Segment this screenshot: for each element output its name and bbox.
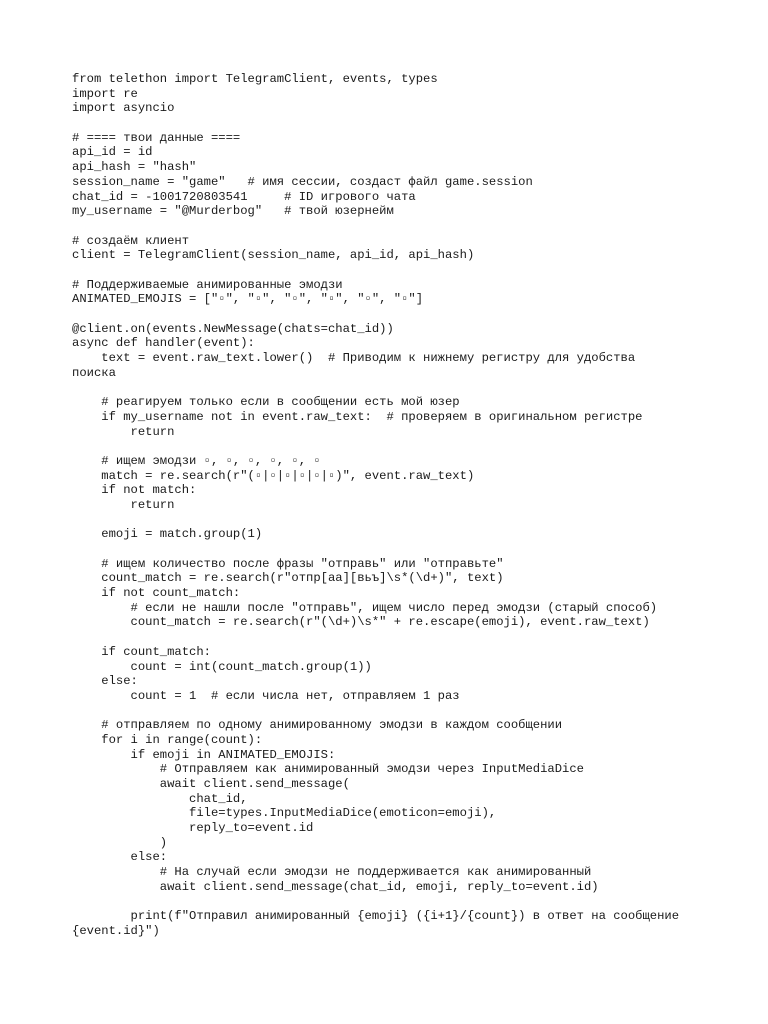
code-line: chat_id, [72,791,248,806]
code-line: reply_to=event.id [72,821,314,836]
code-line: import re [72,86,138,101]
blank-line [72,307,702,322]
code-line: session_name = "game" # имя сессии, создаст файл game.session [72,174,533,189]
code-line: ANIMATED_EMOJIS = ["▫", "▫", "▫", "▫", "▫", "▫"] [72,292,424,307]
code-line: # реагируем только если в сообщении есть мой юзер [72,395,460,410]
code-line: text = event.raw_text.lower() # Приводим к нижнему регистру для удобства [72,351,636,366]
code-line: count_match = re.search(r"отпр[аа][вьъ]\s*(\d+)", text) [72,571,504,586]
code-line: # Отправляем как анимированный эмодзи через InputMediaDice [72,762,584,777]
blank-line [72,439,702,454]
code-line: @client.on(events.NewMessage(chats=chat_id)) [72,321,394,336]
code-line: # ищем количество после фразы "отправь" или "отправьте" [72,556,504,571]
blank-line [72,513,702,528]
code-line: ) [72,835,168,850]
code-line: from telethon import TelegramClient, events, types [72,72,438,86]
code-line: if not match: [72,483,197,498]
code-line: async def handler(event): [72,336,255,351]
code-line: return [72,424,175,439]
code-line: file=types.InputMediaDice(emoticon=emoji), [72,806,497,821]
code-line: count = int(count_match.group(1)) [72,659,372,674]
code-line: count = 1 # если числа нет, отправляем 1 раз [72,688,460,703]
code-line: поиска [72,365,116,380]
code-line: if emoji in ANIMATED_EMOJIS: [72,747,336,762]
code-line: emoji = match.group(1) [72,527,263,542]
code-line: if count_match: [72,644,211,659]
code-line: my_username = "@Murderbog" # твой юзернейм [72,204,394,219]
blank-line [72,542,702,557]
blank-line [72,895,702,910]
code-line: match = re.search(r"(▫|▫|▫|▫|▫|▫)", event.raw_text) [72,468,475,483]
code-line: api_hash = "hash" [72,160,197,175]
code-line: # создаём клиент [72,233,190,248]
code-line: else: [72,674,138,689]
code-line: # отправляем по одному анимированному эмодзи в каждом сообщении [72,718,563,733]
code-line: await client.send_message( [72,777,350,791]
blank-line [72,704,702,719]
code-line: print(f"Отправил анимированный {emoji} ({i+1}/{count}) в ответ на сообщение [72,909,680,924]
code-line: # ==== твои данные ==== [72,130,241,145]
code-line: # Поддерживаемые анимированные эмодзи [72,277,343,292]
blank-line [72,263,702,278]
code-line: # если не нашли после "отправь", ищем число перед эмодзи (старый способ) [72,600,658,615]
code-line: # ищем эмодзи ▫, ▫, ▫, ▫, ▫, ▫ [72,453,321,468]
code-line: return [72,497,175,512]
code-line: # На случай если эмодзи не поддерживается как анимированный [72,865,592,880]
code-line: await client.send_message(chat_id, emoji, reply_to=event.id) [72,879,599,894]
code-line: if my_username not in event.raw_text: # проверяем в оригинальном регистре [72,409,643,424]
code-listing [72,72,702,939]
code-line: client = TelegramClient(session_name, api_id, api_hash) [72,248,475,263]
code-line: api_id = id [72,145,153,160]
blank-line [72,219,702,234]
code-line: else: [72,850,168,865]
code-line: for i in range(count): [72,732,263,747]
code-line: import asyncio [72,101,175,116]
blank-line [72,380,702,395]
code-line: count_match = re.search(r"(\d+)\s*" + re.escape(emoji), event.raw_text) [72,615,650,630]
code-line: {event.id}") [72,923,160,938]
blank-line [72,630,702,645]
code-line: if not count_match: [72,586,241,601]
blank-line [72,116,702,131]
code-line: chat_id = -1001720803541 # ID игрового чата [72,189,416,204]
